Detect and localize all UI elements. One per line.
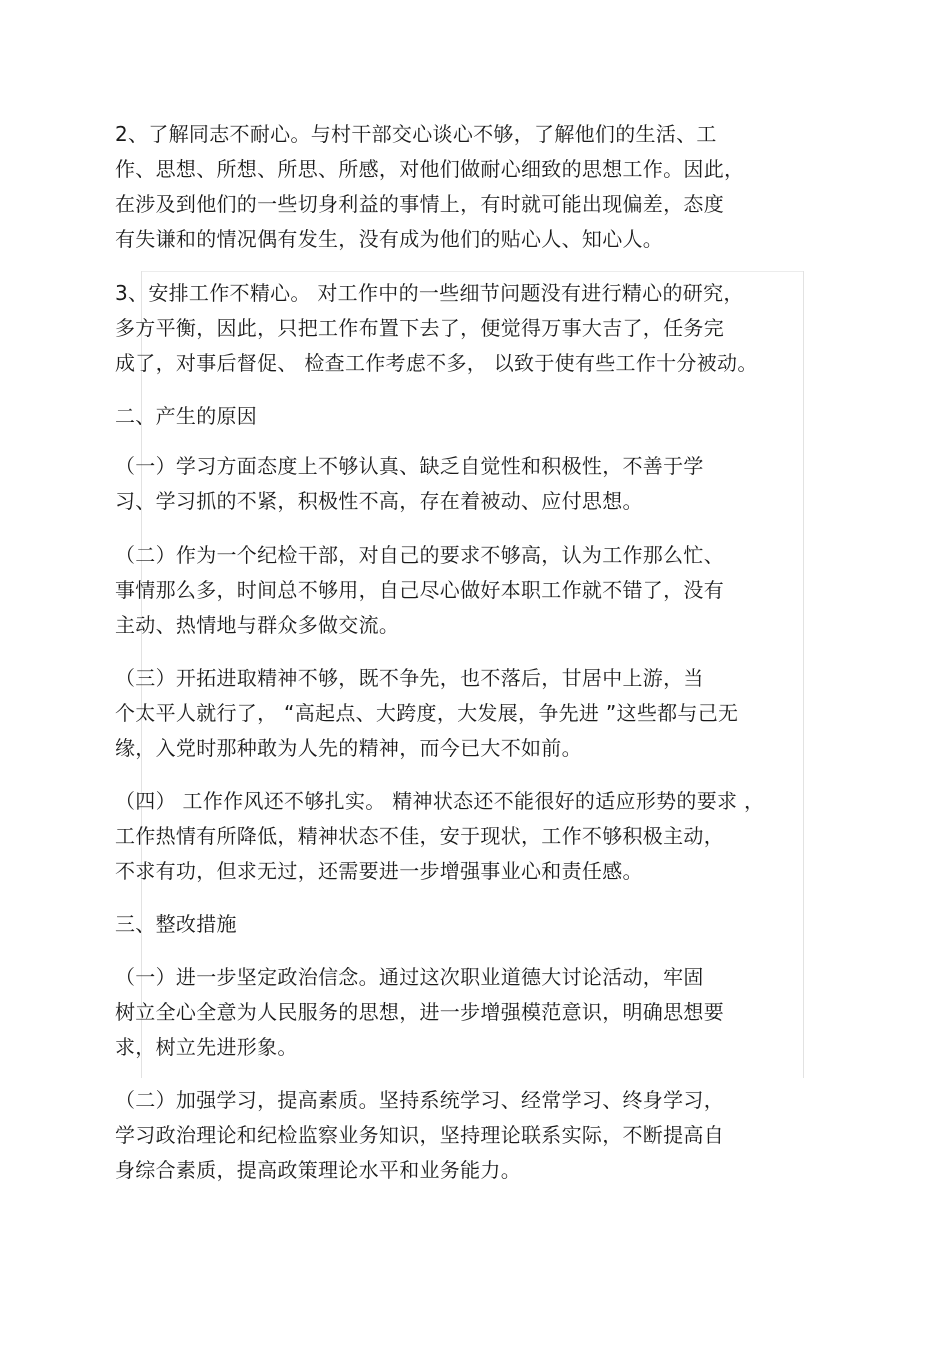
paragraph-cause-4 <box>115 784 855 889</box>
text-line: 个太平人就行了， “高起点、大跨度，大发展，争先进 ”这些都与己无 <box>115 701 739 725</box>
text-line: （二）加强学习，提高素质。坚持系统学习、经常学习、终身学习， <box>115 1088 724 1112</box>
text-line: 多方平衡，因此，只把工作布置下去了，便觉得万事大吉了，任务完 <box>115 316 724 340</box>
section-heading-causes <box>115 399 855 434</box>
text-line: （一）进一步坚定政治信念。通过这次职业道德大讨论活动，牢固 <box>115 965 704 989</box>
heading-text: 三、整改措施 <box>115 912 237 936</box>
text-line: 不求有功，但求无过，还需要进一步增强事业心和责任感。 <box>115 859 643 883</box>
text-line: 成了，对事后督促、 检查工作考虑不多， 以致于使有些工作十分被动。 <box>115 351 758 375</box>
text-line: 有失谦和的情况偶有发生，没有成为他们的贴心人、知心人。 <box>115 227 664 251</box>
text-line: （四） 工作作风还不够扎实。 精神状态还不能很好的适应形势的要求 ， <box>115 789 765 813</box>
paragraph-measure-1 <box>115 960 855 1065</box>
text-line: （一）学习方面态度上不够认真、缺乏自觉性和积极性，不善于学 <box>115 454 704 478</box>
text-line: 2、了解同志不耐心。与村干部交心谈心不够，了解他们的生活、工 <box>115 122 717 146</box>
text-line: 事情那么多，时间总不够用，自己尽心做好本职工作就不错了，没有 <box>115 578 724 602</box>
text-line: 学习政治理论和纪检监察业务知识，坚持理论联系实际，不断提高自 <box>115 1123 724 1147</box>
paragraph-point-2 <box>115 117 855 257</box>
section-heading-measures <box>115 907 855 942</box>
paragraph-cause-1 <box>115 449 855 519</box>
text-line: 树立全心全意为人民服务的思想，进一步增强模范意识，明确思想要 <box>115 1000 724 1024</box>
paragraph-measure-2 <box>115 1083 855 1188</box>
paragraph-cause-3 <box>115 661 855 766</box>
text-line: 缘，入党时那种敢为人先的精神，而今已大不如前。 <box>115 736 582 760</box>
text-line: （二）作为一个纪检干部，对自己的要求不够高，认为工作那么忙、 <box>115 543 724 567</box>
paragraph-point-3 <box>115 276 855 381</box>
paragraph-cause-2 <box>115 538 855 643</box>
text-line: 主动、热情地与群众多做交流。 <box>115 613 400 637</box>
text-line: （三）开拓进取精神不够，既不争先，也不落后，甘居中上游，当 <box>115 666 704 690</box>
text-line: 在涉及到他们的一些切身利益的事情上，有时就可能出现偏差，态度 <box>115 192 724 216</box>
text-line: 作、思想、所想、所思、所感，对他们做耐心细致的思想工作。因此， <box>115 157 745 181</box>
text-line: 身综合素质，提高政策理论水平和业务能力。 <box>115 1158 521 1182</box>
text-line: 习、学习抓的不紧，积极性不高，存在着被动、应付思想。 <box>115 489 643 513</box>
text-line: 3、安排工作不精心。 对工作中的一些细节问题没有进行精心的研究， <box>115 281 744 305</box>
heading-text: 二、产生的原因 <box>115 404 258 428</box>
frame-border-top <box>141 271 804 272</box>
text-line: 求，树立先进形象。 <box>115 1035 298 1059</box>
text-line: 工作热情有所降低，精神状态不佳，安于现状，工作不够积极主动， <box>115 824 724 848</box>
